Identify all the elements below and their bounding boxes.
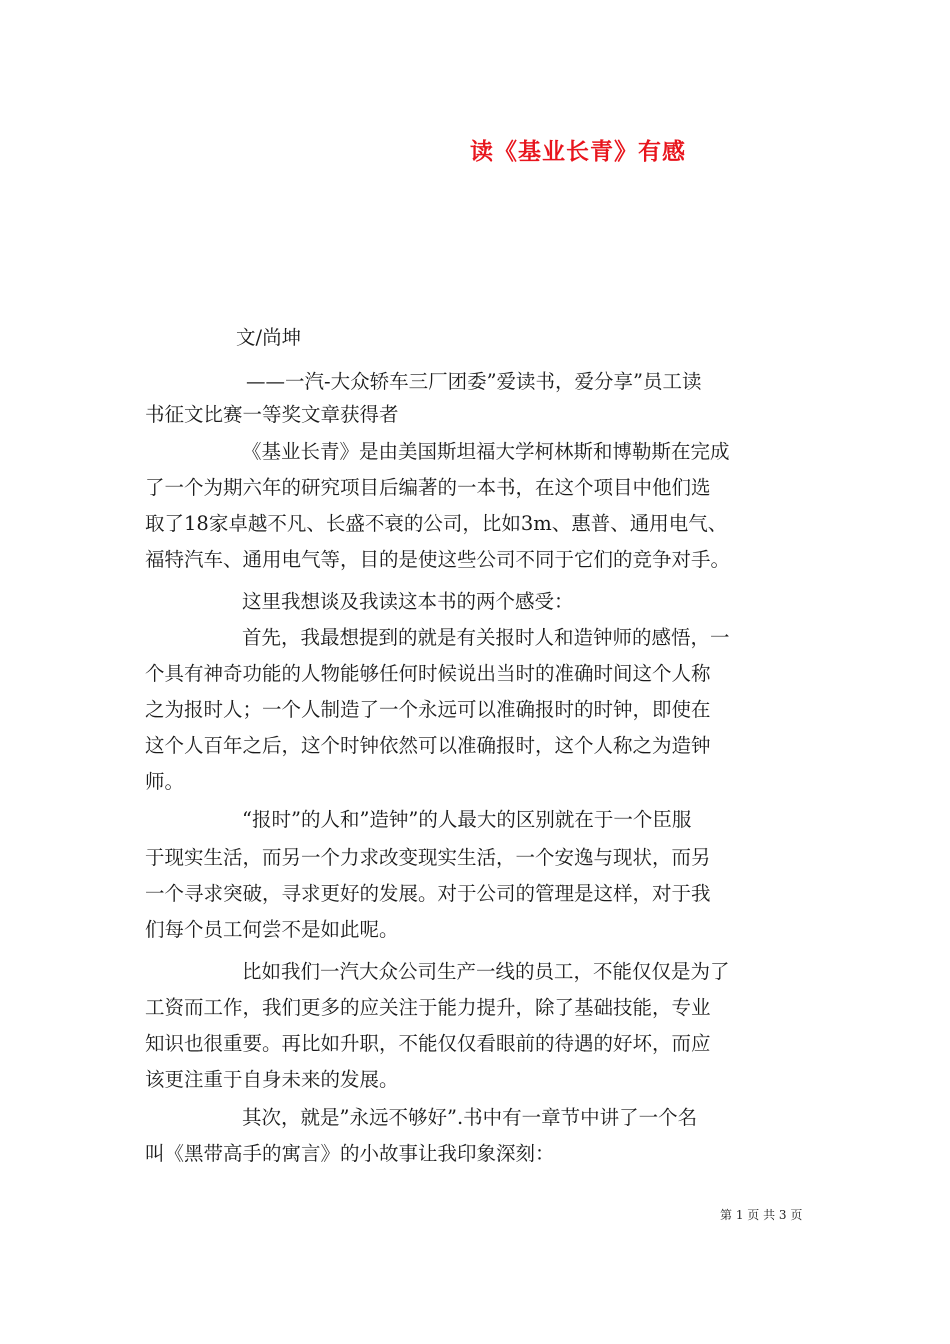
- paragraph-line: 一个寻求突破，寻求更好的发展。对于公司的管理是这样，对于我: [145, 882, 711, 905]
- paragraph-line: “报时”的人和”造钟”的人最大的区别就在于一个臣服: [242, 808, 692, 831]
- author-line: 文/尚坤: [236, 326, 302, 349]
- paragraph-line: 个具有神奇功能的人物能够任何时候说出当时的准确时间这个人称: [145, 662, 711, 685]
- paragraph-line: 叫《黑带高手的寓言》的小故事让我印象深刻：: [145, 1142, 555, 1165]
- subtitle-line: ——一汽-大众轿车三厂团委”爱读书，爱分享”员工读: [246, 370, 702, 393]
- paragraph-line: 该更注重于自身未来的发展。: [145, 1068, 399, 1091]
- paragraph-line: 这里我想谈及我读这本书的两个感受：: [242, 590, 574, 613]
- paragraph-line: 其次，就是”永远不够好”.书中有一章节中讲了一个名: [242, 1106, 698, 1129]
- paragraph-line: 了一个为期六年的研究项目后编著的一本书，在这个项目中他们选: [145, 476, 711, 499]
- page-number: 第 1 页 共 3 页: [720, 1208, 803, 1222]
- paragraph-line: 之为报时人；一个人制造了一个永远可以准确报时的时钟，即使在: [145, 698, 711, 721]
- paragraph-line: 这个人百年之后，这个时钟依然可以准确报时，这个人称之为造钟: [145, 734, 711, 757]
- document-title: 读《基业长青》有感: [470, 138, 686, 165]
- subtitle-line: 书征文比赛一等奖文章获得者: [145, 403, 399, 426]
- paragraph-line: 比如我们一汽大众公司生产一线的员工，不能仅仅是为了: [242, 960, 730, 983]
- paragraph-line: 首先，我最想提到的就是有关报时人和造钟师的感悟，一: [242, 626, 730, 649]
- paragraph-line: 师。: [145, 770, 185, 793]
- paragraph-line: 取了18家卓越不凡、长盛不衰的公司，比如3m、惠普、通用电气、: [145, 512, 728, 535]
- paragraph-line: 福特汽车、通用电气等，目的是使这些公司不同于它们的竞争对手。: [145, 548, 731, 571]
- paragraph-line: 《基业长青》是由美国斯坦福大学柯林斯和博勒斯在完成: [242, 440, 730, 463]
- paragraph-line: 们每个员工何尝不是如此呢。: [145, 918, 399, 941]
- paragraph-line: 于现实生活，而另一个力求改变现实生活，一个安逸与现状，而另: [145, 846, 711, 869]
- paragraph-line: 知识也很重要。再比如升职，不能仅仅看眼前的待遇的好坏，而应: [145, 1032, 711, 1055]
- paragraph-line: 工资而工作，我们更多的应关注于能力提升，除了基础技能，专业: [145, 996, 711, 1019]
